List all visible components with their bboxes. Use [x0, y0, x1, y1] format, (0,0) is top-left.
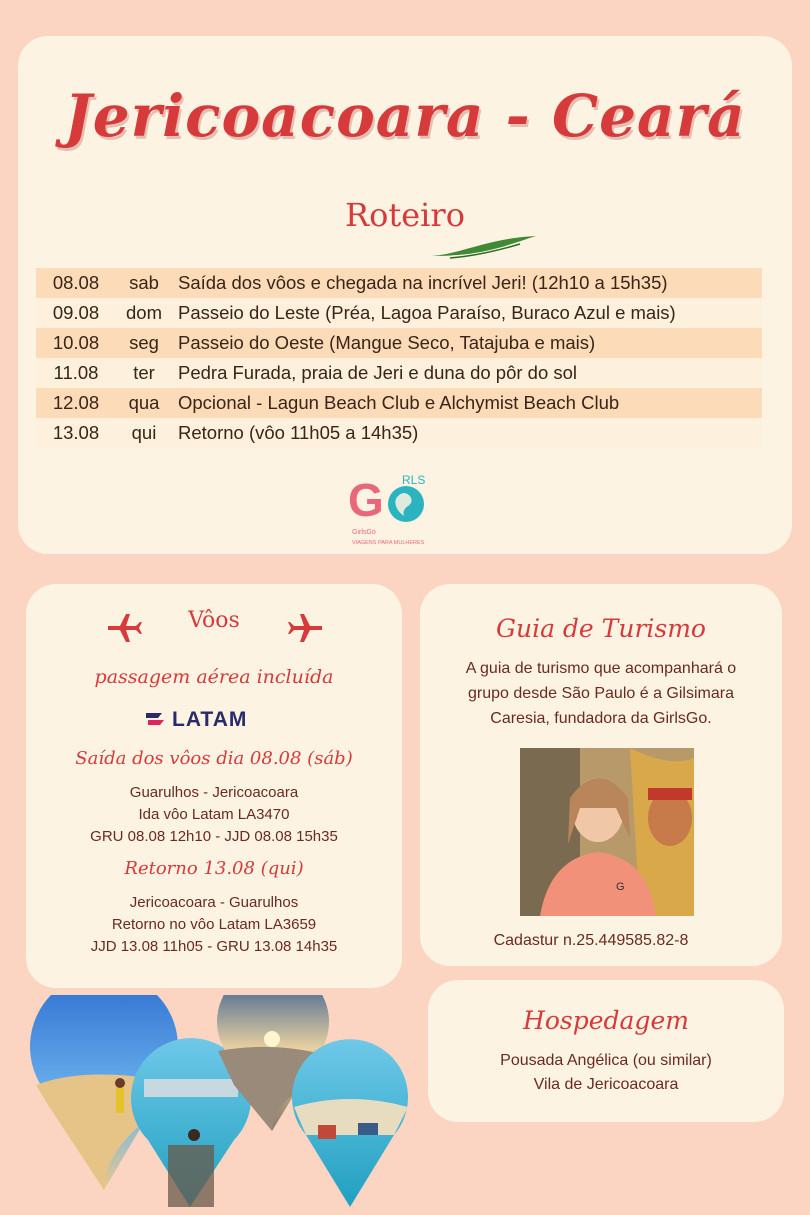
itinerary-date: 08.08: [52, 272, 100, 293]
page-title: Jericoacoara - Ceará: [64, 82, 746, 150]
svg-text:GirlsGo: GirlsGo: [352, 529, 376, 536]
latam-mark-icon: [144, 709, 166, 731]
return-line: JJD 13.08 11h05 - GRU 13.08 14h35: [90, 938, 338, 955]
itinerary-date: 11.08: [53, 362, 99, 383]
itinerary-day: sab: [129, 272, 159, 293]
itinerary-table: [36, 268, 762, 448]
destination-photo-pins: [28, 995, 418, 1210]
latam-logo: [144, 708, 247, 732]
lodging-line: Vila de Jericoacoara: [533, 1076, 679, 1093]
itinerary-row: [36, 388, 762, 418]
itinerary-desc: Pedra Furada, praia de Jeri e duna do pôr do sol: [178, 362, 578, 383]
itinerary-desc: Saída dos vôos e chegada na incrível Jeri! (12h10 a 15h35): [178, 272, 668, 293]
itinerary-date: 13.08: [52, 422, 100, 443]
itinerary-row: [36, 358, 762, 388]
svg-text:G: G: [348, 474, 384, 526]
outbound-heading: Saída dos vôos dia 08.08 (sáb): [75, 748, 353, 769]
svg-text:VIAGENS PARA MULHERES: VIAGENS PARA MULHERES: [352, 540, 425, 546]
lodging-line: Pousada Angélica (ou similar): [500, 1052, 712, 1069]
itinerary-desc: Passeio do Leste (Préa, Lagoa Paraíso, Buraco Azul e mais): [178, 302, 676, 323]
itinerary-date: 12.08: [52, 392, 100, 413]
itinerary-card: [18, 36, 792, 554]
guide-title: Guia de Turismo: [496, 614, 706, 643]
itinerary-row: [36, 418, 762, 448]
itinerary-day: dom: [126, 302, 162, 323]
guide-text-line: A guia de turismo que acompanhará o: [465, 660, 737, 677]
itinerary-day: qui: [131, 422, 157, 443]
guide-photo: [520, 748, 694, 916]
itinerary-desc: Retorno (vôo 11h05 a 14h35): [178, 422, 419, 443]
flights-title: Vôos: [188, 608, 240, 633]
airline-name: LATAM: [172, 708, 248, 731]
airfare-included-text: passagem aérea incluída: [94, 666, 334, 688]
outbound-line: Ida vôo Latam LA3470: [138, 806, 290, 823]
outbound-line: Guarulhos - Jericoacoara: [129, 784, 299, 801]
itinerary-day: qua: [128, 392, 160, 413]
roteiro-heading: Roteiro: [345, 196, 465, 234]
return-heading: Retorno 13.08 (qui): [124, 858, 304, 879]
girlsgo-logo: [346, 474, 442, 548]
svg-text:G: G: [616, 881, 625, 893]
itinerary-desc: Passeio do Oeste (Mangue Seco, Tatajuba e mais): [178, 332, 596, 353]
airplane-icon: [288, 612, 324, 642]
lodging-title: Hospedagem: [523, 1006, 689, 1035]
guide-text-line: Caresia, fundadora da GirlsGo.: [490, 710, 712, 727]
outbound-line: GRU 08.08 12h10 - JJD 08.08 15h35: [90, 828, 338, 845]
leaf-ornament-icon: [430, 234, 538, 260]
itinerary-day: ter: [133, 362, 155, 383]
flights-card: [26, 584, 402, 988]
itinerary-row: [36, 298, 762, 328]
guide-text-line: grupo desde São Paulo é a Gilsimara: [468, 685, 734, 702]
itinerary-row: [36, 268, 762, 298]
cadastur-number: Cadastur n.25.449585.82-8: [493, 932, 689, 949]
itinerary-date: 10.08: [52, 332, 100, 353]
lodging-card: [428, 980, 784, 1122]
lagoon-photo-pin: [292, 1039, 408, 1207]
return-line: Jericoacoara - Guarulhos: [129, 894, 299, 911]
itinerary-row: [36, 328, 762, 358]
itinerary-day: seg: [129, 332, 159, 353]
itinerary-date: 09.08: [52, 302, 100, 323]
guide-card: [420, 584, 782, 966]
svg-text:RLS: RLS: [402, 474, 426, 487]
itinerary-desc: Opcional - Lagun Beach Club e Alchymist Beach Club: [178, 392, 620, 413]
return-line: Retorno no vôo Latam LA3659: [111, 916, 317, 933]
